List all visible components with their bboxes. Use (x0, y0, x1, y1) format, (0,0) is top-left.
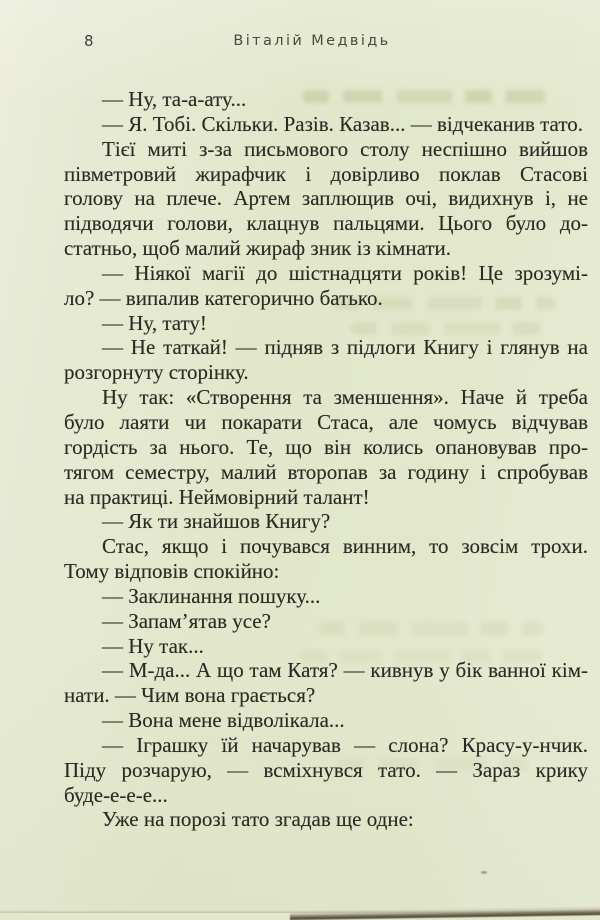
text-line: Ну так: «Створення та зменшення». Наче й треба (102, 385, 588, 410)
text-line: на практиці. Неймовірний талант! (64, 484, 370, 509)
text-line: — Я. Тобі. Скільки. Разів. Казав... — відчеканив тато. (102, 111, 583, 136)
text-line: — Ну так... (102, 633, 204, 658)
text-line: Тому відповів спокійно: (64, 559, 280, 584)
text-line: — Іграшку їй начарував — слона? Красу-у-нчик. (102, 732, 588, 757)
text-line: — Ну, тату! (102, 310, 207, 335)
text-line: підводячи голови, клацнув пальцями. Цього було до- (64, 211, 588, 236)
text-line: було лаяти чи покарати Стаса, але чомусь відчував (64, 409, 588, 434)
text-line: Піду розчарую, — всміхнувся тато. — Зараз крику (64, 757, 588, 782)
text-line: Тієї миті з-за письмового столу неспішно вийшов (102, 136, 588, 161)
text-line: півметровий жирафчик і довірливо поклав Стасові (64, 161, 588, 186)
text-line: голову на плече. Артем заплющив очі, видихнув і, не (64, 186, 588, 211)
text-line: нати. — Чим вона грається? (64, 683, 316, 708)
text-line: гордість за нього. Те, що він колись опановував про- (64, 434, 588, 459)
text-line: — Запам’ятав усе? (102, 608, 271, 633)
text-line: — Не таткай! — підняв з підлоги Книгу і глянув на (102, 335, 588, 360)
running-title: Віталій Медвідь (233, 33, 391, 49)
text-line: — Ну, та-а-ату... (102, 87, 247, 111)
text-line: — Ніякої магії до шістнадцяти років! Це зрозумі- (102, 260, 588, 285)
text-line: — М-да... А що там Катя? — кивнув у бік ванної кім- (102, 658, 588, 683)
text-line: Уже на порозі тато згадав ще одне: (102, 807, 414, 832)
text-line: статньо, щоб малий жираф зник із кімнати. (64, 236, 452, 261)
text-line: — Вона мене відволікала... (102, 708, 345, 733)
text-line: Стас, якщо і почувався винним, то зовсім трохи. (102, 534, 588, 559)
scan-speck (481, 871, 487, 874)
text-line: — Заклинання пошуку... (102, 583, 321, 608)
text-line: — Як ти знайшов Книгу? (102, 509, 331, 534)
text-line: тягом семестру, малий второпав за годину і спробував (64, 459, 588, 484)
text-line: буде-е-е-е... (64, 782, 168, 807)
text-line: ло? — випалив категорично батько. (64, 285, 383, 310)
body-text (64, 87, 588, 832)
text-line: розгорнуту сторінку. (64, 360, 249, 385)
page-number: 8 (84, 32, 94, 50)
